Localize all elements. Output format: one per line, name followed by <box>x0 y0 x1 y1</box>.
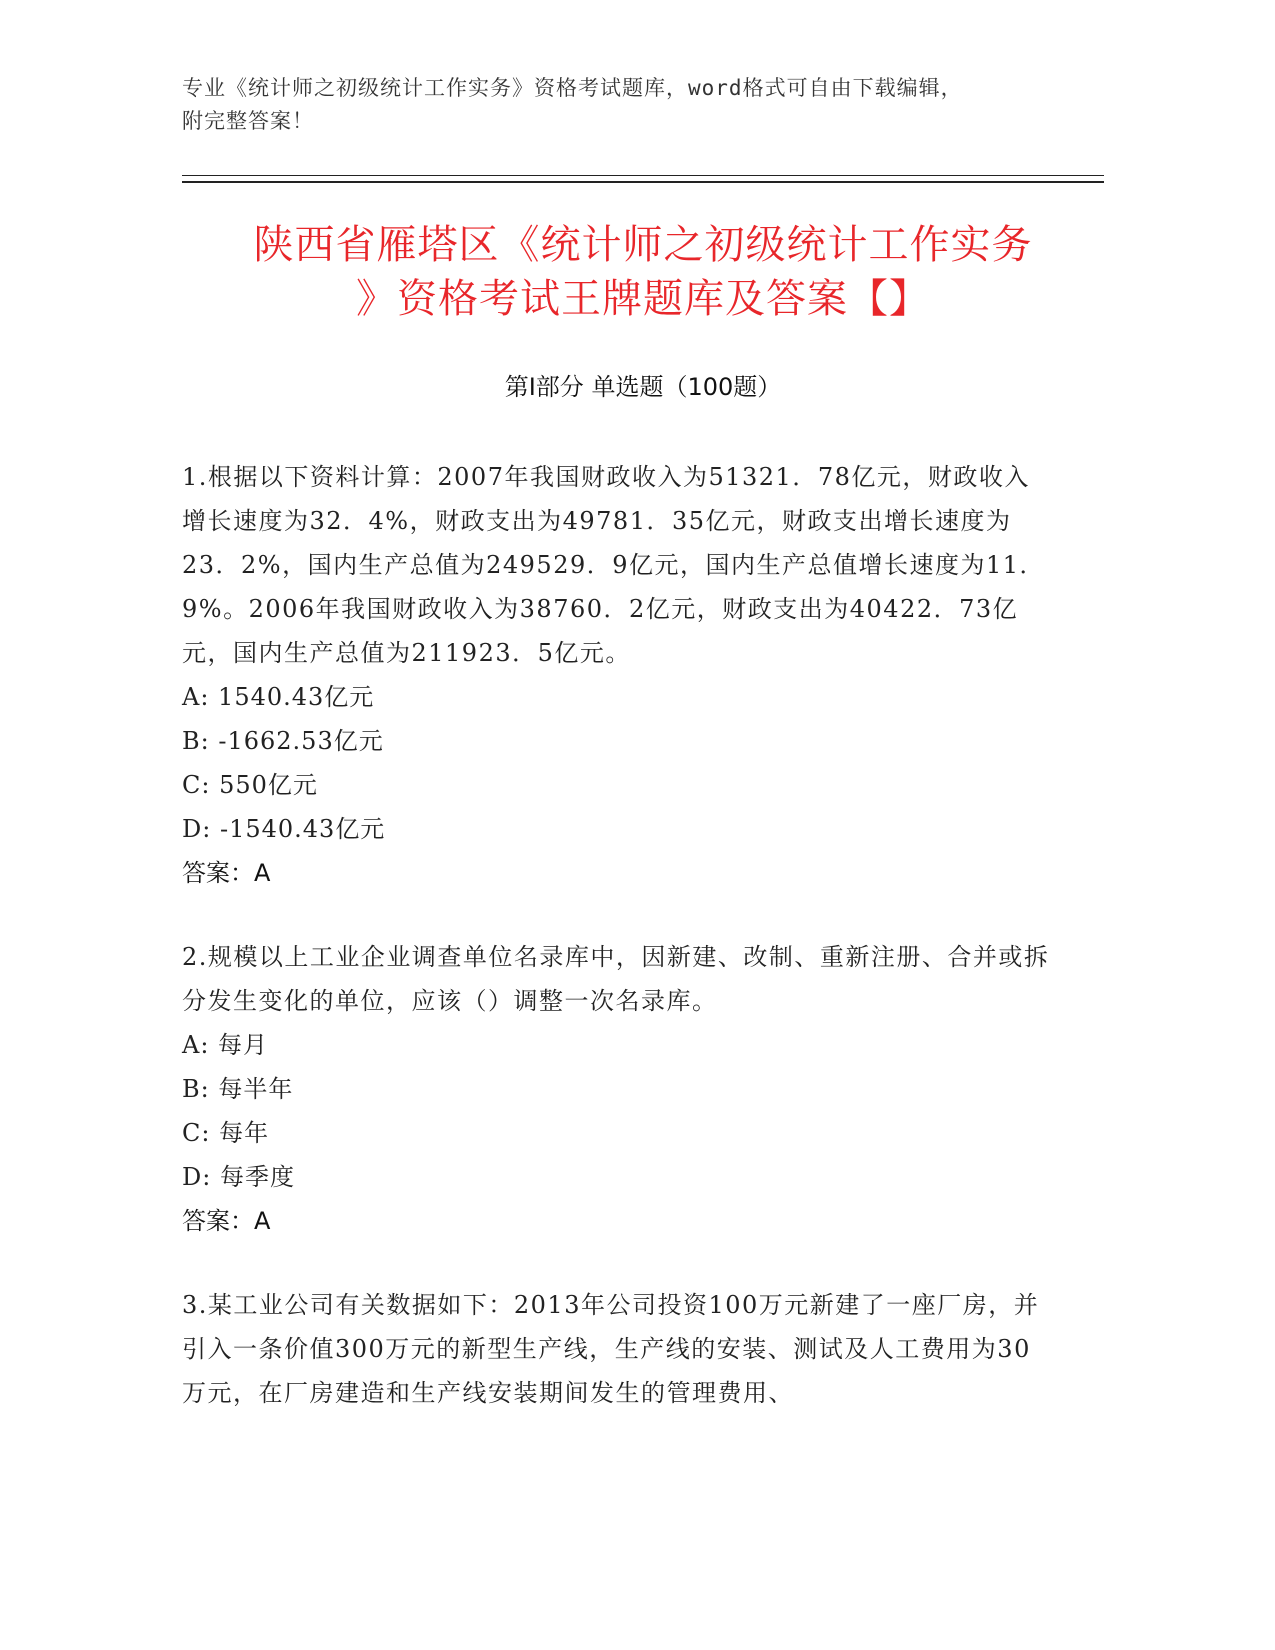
section-title: 第Ⅰ部分 单选题（100题） <box>504 373 782 401</box>
header-divider-thick <box>182 181 1104 183</box>
option-a: A: 每月 <box>182 1031 269 1059</box>
option-b: B: 每半年 <box>182 1075 294 1103</box>
document-title-line-2: 》资格考试王牌题库及答案【】 <box>356 276 930 322</box>
option-d: D: 每季度 <box>182 1163 295 1191</box>
question-text: 3.某工业公司有关数据如下：2013年公司投资100万元新建了一座厂房，并引入一条价值300万元的新型生产线，生产线的安装、测试及人工费用为30万元，在厂房建造和生产线安装期间发生的管理费用、 <box>182 1291 1040 1407</box>
answer: 答案：A <box>182 1207 271 1235</box>
document-title-line-1: 陕西省雁塔区《统计师之初级统计工作实务 <box>253 222 1033 268</box>
answer: 答案：A <box>182 859 271 887</box>
question-text: 2.规模以上工业企业调查单位名录库中，因新建、改制、重新注册、合并或拆分发生变化的单位，应该（）调整一次名录库。 <box>182 943 1050 1015</box>
option-a: A: 1540.43亿元 <box>182 683 375 711</box>
option-b: B: -1662.53亿元 <box>182 727 384 755</box>
option-c: C: 550亿元 <box>182 771 318 799</box>
question-text: 1.根据以下资料计算：2007年我国财政收入为51321．78亿元，财政收入增长速度为32．4%，财政支出为49781．35亿元，财政支出增长速度为23．2%，国内生产总值为249529．9亿元，国内生产总值增长速度为11．9%。2006年我国财政收入为38760．2亿元，财政支出为40422．73亿元，国内生产总值为211923．5亿元。 <box>182 463 1046 667</box>
option-c: C: 每年 <box>182 1119 270 1147</box>
header-note-line-1: 专业《统计师之初级统计工作实务》资格考试题库，word格式可自由下载编辑， <box>182 76 963 100</box>
header-divider-thin <box>182 175 1104 176</box>
option-d: D: -1540.43亿元 <box>182 815 386 843</box>
question-2 <box>182 935 1052 1243</box>
document-title <box>182 218 1104 326</box>
header-note <box>182 72 1082 138</box>
header-note-line-2: 附完整答案！ <box>182 109 314 133</box>
question-1 <box>182 455 1052 895</box>
question-3 <box>182 1283 1052 1415</box>
